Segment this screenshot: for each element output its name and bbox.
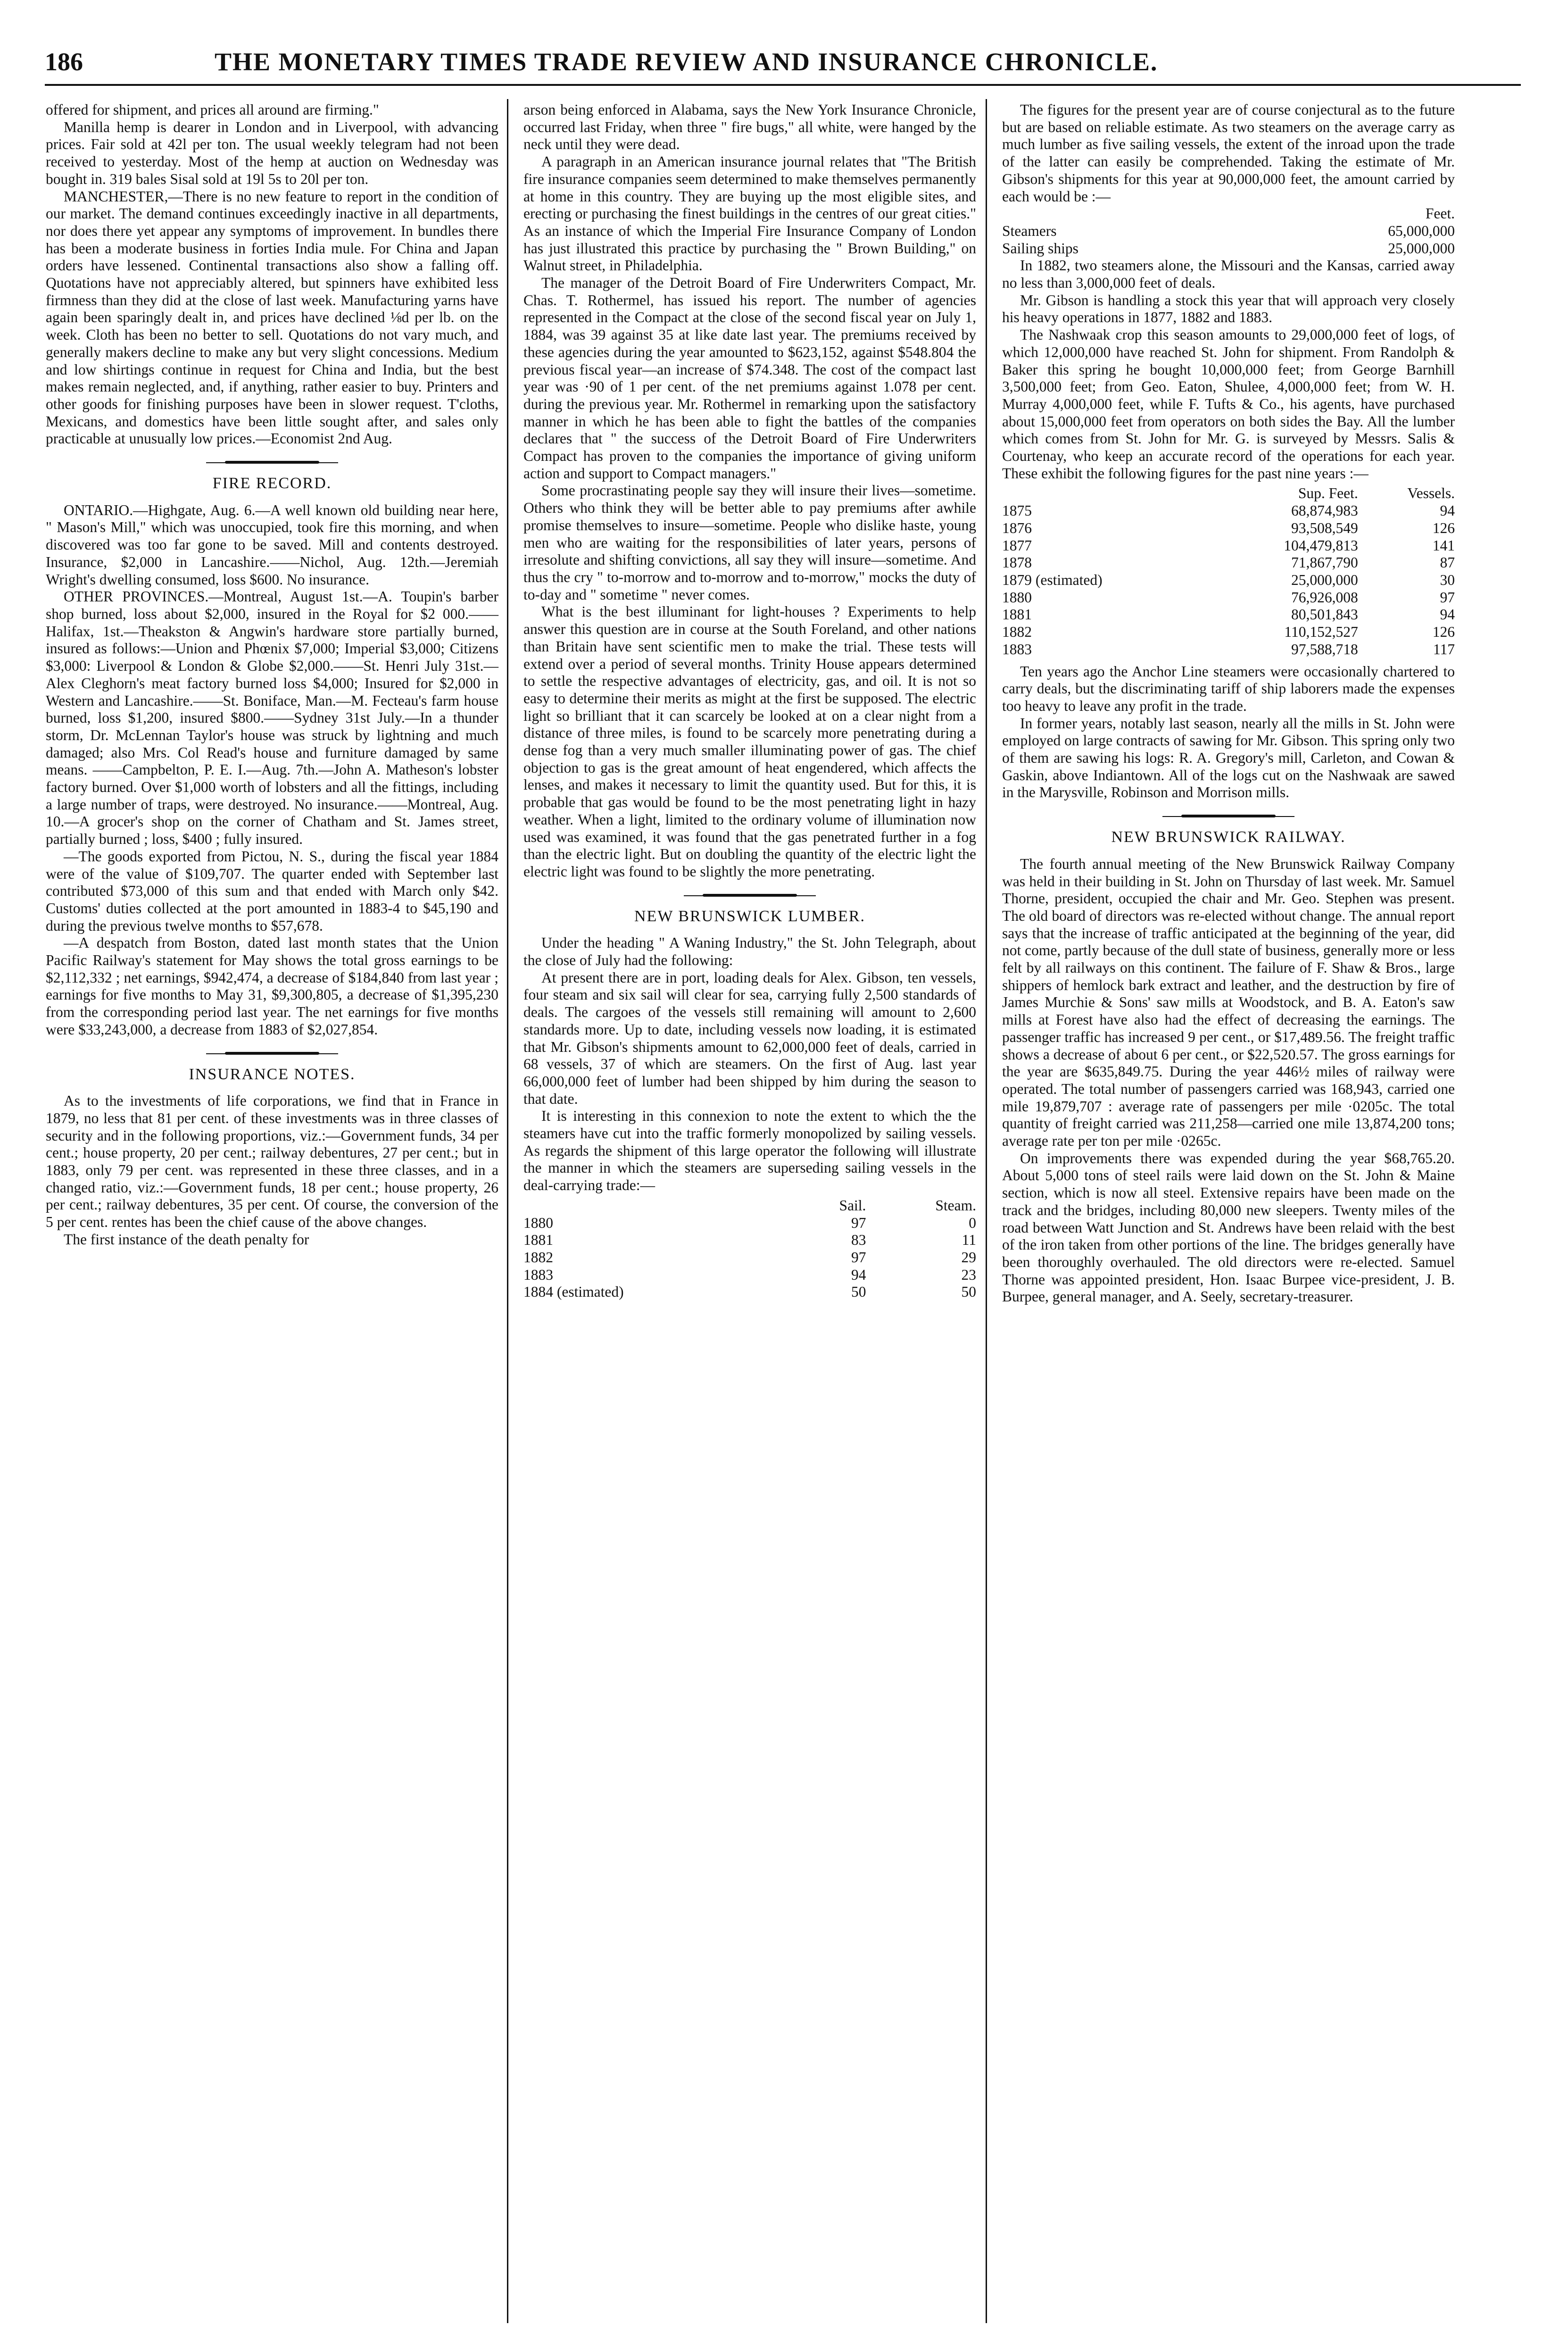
table-cell-steam: 0 — [969, 1214, 976, 1231]
article-paragraph: The manager of the Detroit Board of Fire Underwriters Compact, Mr. Chas. T. Rothermel, has issued his report. The number of agencies represented in the Compact at the close of the second fiscal year on July 1, 1884, was 39 against 35 at like date last year. The premiums received by these agencies during the year amounted to $623,152, against $548.804 the previous fiscal year—an increase of $74.348. The cost of the compact last year was ·90 of 1 per cent. of the net premiums against 1.078 per cent. during the previous year. Mr. Rothermel in remarking upon the satisfactory manner in which he has been able to fight the battles of the companies declares that " the success of the Detroit Board of Fire Underwriters Compact has proven to the companies the importance of giving uniform action and support to Compact managers." — [523, 275, 976, 482]
table-cell-feet: 97,588,718 — [1291, 641, 1358, 658]
list-item — [1002, 240, 1455, 258]
table-header-sup-feet: Sup. Feet. — [1298, 485, 1358, 502]
sail-steam-table — [523, 1197, 976, 1301]
section-divider-ornament — [206, 1051, 338, 1057]
article-paragraph: MANCHESTER,—There is no new feature to report in the condition of our market. The demand continues exceedingly inactive in all departments, nor does there yet appear any symptoms of improvement. In bundles there has been a moderate business in forties India mule. For China and Japan orders have lessened. Continental transactions also show a falling off. Quotations have not appreciably altered, but spinners have exhibited less firmness than they did at the close of last week. Manufacturing yarns have again been sparingly dealt in, and prices have declined ⅛d per lb. on the week. Cloth has been no better to sell. Quotations do not vary much, and generally makers decline to make any but very slight concessions. Medium and low shirtings continue in request for China and India, but the best makes remain neglected, and, if anything, rather easier to buy. Printers and other goods for finishing purposes have been in slower request. T'cloths, Mexicans, and domestics have been little sought after, and sales only practicable at unusually low prices.—Economist 2nd Aug. — [46, 188, 498, 447]
section-divider-ornament — [1162, 814, 1294, 819]
article-paragraph: offered for shipment, and prices all around are firming." — [46, 101, 379, 118]
feet-column-label: Feet. — [1425, 205, 1455, 222]
table-row — [1002, 606, 1455, 624]
table-cell-sail: 83 — [851, 1232, 866, 1249]
table-cell-vessels: 117 — [1433, 641, 1455, 658]
table-cell-year: 1879 (estimated) — [1002, 571, 1103, 588]
table-cell-year: 1884 (estimated) — [523, 1283, 624, 1300]
table-row — [1002, 502, 1455, 520]
table-row — [523, 1232, 976, 1249]
article-paragraph: Under the heading " A Waning Industry," the St. John Telegraph, about the close of July had the following: — [523, 934, 976, 969]
table-cell-steam: 23 — [961, 1266, 976, 1283]
table-row — [1002, 624, 1455, 641]
table-cell-year: 1878 — [1002, 554, 1032, 571]
table-cell-steam: 29 — [961, 1249, 976, 1266]
article-paragraph: Mr. Gibson is handling a stock this year that will approach very closely his heavy operations in 1877, 1882 and 1883. — [1002, 292, 1455, 326]
table-row — [523, 1215, 976, 1232]
table-row — [1002, 554, 1455, 572]
table-row — [1002, 589, 1455, 607]
table-cell-vessels: 126 — [1432, 624, 1455, 641]
article-paragraph: —A despatch from Boston, dated last month states that the Union Pacific Railway's statement for May shows the total gross earnings to be $2,112,332 ; net earnings, $942,474, a decrease of $184,840 from last year ; earnings for five months to May 31, $9,300,805, a decrease of $1,395,230 from the corresponding period last year. The net earnings for five months were $33,243,000, a decrease from 1883 of $2,027,854. — [46, 934, 498, 1038]
table-cell-year: 1880 — [1002, 589, 1032, 606]
table-cell-vessels: 141 — [1432, 537, 1455, 554]
article-paragraph: ONTARIO.—Highgate, Aug. 6.—A well known old building near here, " Mason's Mill," which was unoccupied, took fire this morning, and when discovered was too far gone to be saved. Mill and contents destroyed. Insurance, $2,000 in Lancashire.——Nichol, Aug. 12th.—Jeremiah Wright's dwelling consumed, loss $600. No insurance. — [46, 501, 498, 588]
table-header-year — [523, 1197, 794, 1215]
table-header-year — [1002, 485, 1207, 502]
article-paragraph: Some procrastinating people say they will insure their lives—sometime. Others who think they will be better able to pay premiums after awhile promise themselves to insure—sometime. People who dislike haste, young men who are waiting for the responsibilities of later years, persons of irresolute and shifting convictions, all say they will insure—sometime. And thus the cry " to-morrow and to-morrow and to-morrow," mocks the duty of to-day and " sometime " never comes. — [523, 482, 976, 603]
article-paragraph: On improvements there was expended during the year $68,765.20. About 5,000 tons of steel rails were laid down on the St. John & Maine section, which is now all steel. Extensive repairs have been made on the track and the bridges, including 80,000 new sleepers. Twenty miles of the road between Watt Junction and St. Andrews have been relaid with the best of the iron taken from other portions of the line. The bridges generally have been thoroughly overhauled. The old directors were re-elected. Samuel Thorne was appointed president, Hon. Isaac Burpee vice-president, J. B. Burpee, general manager, and A. Seely, secretary-treasurer. — [1002, 1150, 1455, 1305]
table-cell-vessels: 94 — [1440, 502, 1455, 519]
list-item-value: 25,000,000 — [1388, 240, 1455, 257]
table-cell-year: 1883 — [523, 1266, 553, 1283]
table-cell-feet: 25,000,000 — [1291, 571, 1358, 588]
table-cell-vessels: 94 — [1440, 606, 1455, 623]
table-cell-year: 1880 — [523, 1214, 553, 1231]
table-row — [523, 1267, 976, 1284]
table-cell-year: 1882 — [523, 1249, 553, 1266]
article-paragraph: The fourth annual meeting of the New Brunswick Railway Company was held in their building in St. John on Thursday of last week. Mr. Samuel Thorne, president, occupied the chair and Mr. Geo. Stephen was present. The old board of directors was re-elected without change. The annual report says that the increase of traffic anticipated at the beginning of the year, did not come, partly because of the dull state of business, generally more or less felt by all railways on this continent. The failure of F. Shaw & Bros., large shippers of hemlock bark extract and leather, and the destruction by fire of James Murchie & Sons' saw mills at Woodstock, and B. A. Eaton's saw mills at Forest have also had the effect of decreasing the earnings. The passenger traffic has increased 9 per cent., or $17,489.56. The freight traffic shows a decrease of about 6 per cent., or $22,520.57. The gross earnings for the year are $635,849.75. During the year 446½ miles of railway were operated. The total number of passengers carried was 168,943, carried one mile 19,879,707 : average rate of passengers per mile ·0205c. The total quantity of freight carried was 211,258—carried one mile 13,874,200 tons; average rate per ton per mile ·0265c. — [1002, 855, 1455, 1150]
column-divider-1 — [507, 99, 508, 2323]
article-paragraph: In 1882, two steamers alone, the Missouri and the Kansas, carried away no less than 3,000,000 feet of deals. — [1002, 257, 1455, 292]
section-divider-ornament — [684, 893, 816, 899]
table-cell-year: 1881 — [523, 1232, 553, 1249]
table-row — [523, 1283, 976, 1301]
table-cell-feet: 76,926,008 — [1291, 589, 1358, 606]
article-paragraph: The figures for the present year are of course conjectural as to the future but are based on reliable estimate. As two steamers on the average carry as much lumber as five sailing vessels, the extent of the inroad upon the trade of the latter can easily be comprehended. Taking the estimate of Mr. Gibson's shipments for this year at 90,000,000 feet, the amount carried by each would be :— — [1002, 101, 1455, 205]
list-item-label: Steamers — [1002, 222, 1057, 239]
table-cell-feet: 110,152,527 — [1284, 624, 1358, 641]
article-paragraph: It is interesting in this connexion to note the extent to which the the steamers have cut into the traffic formerly monopolized by sailing vessels. As regards the shipment of this large operator the following will illustrate the manner in which the steamers are superseding sailing vessels in the deal-carrying trade:— — [523, 1108, 976, 1194]
article-paragraph: Manilla hemp is dearer in London and in Liverpool, with advancing prices. Fair sold at 42l per ton. The usual weekly telegram had not been received to yesterday. Most of the hemp at auction on Wednesday was bought in. 319 bales Sisal sold at 19l 5s to 20l per ton. — [46, 118, 498, 187]
table-row — [1002, 520, 1455, 537]
table-row — [1002, 537, 1455, 555]
section-heading-insurance-notes: INSURANCE NOTES. — [189, 1065, 356, 1083]
table-cell-vessels: 30 — [1440, 571, 1455, 588]
column-right — [1002, 101, 1455, 1306]
table-cell-vessels: 87 — [1440, 554, 1455, 571]
table-cell-vessels: 126 — [1432, 519, 1455, 536]
table-cell-feet: 104,479,813 — [1284, 537, 1358, 554]
article-paragraph: In former years, notably last season, nearly all the mills in St. John were employed on large contracts of sawing for Mr. Gibson. This spring only two of them are sawing his logs: R. A. Gregory's mill, Carleton, and Cowan & Gaskin, above Indiantown. All of the logs cut on the Nashwaak are sawed in the Marysville, Robinson and Morrison mills. — [1002, 715, 1455, 801]
header-rule — [45, 84, 1521, 86]
table-cell-year: 1882 — [1002, 624, 1032, 641]
table-cell-year: 1876 — [1002, 519, 1032, 536]
section-heading-nb-lumber: NEW BRUNSWICK LUMBER. — [634, 907, 865, 925]
table-cell-sail: 94 — [851, 1266, 866, 1283]
table-cell-sail: 50 — [851, 1283, 866, 1300]
article-paragraph: —The goods exported from Pictou, N. S., during the fiscal year 1884 were of the value of $109,707. The quarter ended with September last contributed $73,000 of this sum and that ended with March only $42. Customs' duties collected at the port amounted in 1883-4 to $45,190 and during the previous twelve months to $57,678. — [46, 848, 498, 934]
section-divider-ornament — [206, 460, 338, 466]
section-heading-nb-railway: NEW BRUNSWICK RAILWAY. — [1111, 828, 1346, 846]
article-paragraph: The first instance of the death penalty for — [64, 1231, 309, 1248]
table-cell-year: 1877 — [1002, 537, 1032, 554]
list-item-value: 65,000,000 — [1388, 222, 1455, 239]
table-cell-feet: 80,501,843 — [1291, 606, 1358, 623]
article-paragraph: A paragraph in an American insurance journal relates that "The British fire insurance companies seem determined to make themselves permanently at home in this country. They are buying up the most eligible sites, and erecting or purchasing the finest buildings in the centres of our great cities." As an instance of which the Imperial Fire Insurance Company of London has just illustrated this practice by purchasing the " Brown Building," on Walnut street, in Philadelphia. — [523, 153, 976, 274]
table-cell-year: 1875 — [1002, 502, 1032, 519]
lumber-shipments-table — [1002, 485, 1455, 658]
list-item — [1002, 223, 1455, 240]
table-row — [523, 1249, 976, 1267]
table-header-vessels: Vessels. — [1407, 485, 1455, 502]
table-cell-feet: 93,508,549 — [1291, 519, 1358, 536]
section-heading-fire-record: FIRE RECORD. — [212, 475, 332, 492]
page-number: 186 — [45, 48, 83, 76]
column-left — [46, 101, 498, 1249]
column-divider-2 — [986, 99, 987, 2323]
feet-list — [1002, 223, 1455, 257]
table-cell-sail: 97 — [851, 1249, 866, 1266]
table-cell-feet: 68,874,983 — [1291, 502, 1358, 519]
publication-title: THE MONETARY TIMES TRADE REVIEW AND INSURANCE CHRONICLE. — [215, 48, 1158, 76]
article-paragraph: As to the investments of life corporations, we find that in France in 1879, no less that 81 per cent. of these investments was in three classes of security and in the following proportions, viz.:—Government funds, 34 per cent.; house property, 20 per cent.; railway debentures, 27 per cent.; but in 1883, only 79 per cent. was represented in these three classes, and in a changed ratio, viz.:—Government funds, 18 per cent.; house property, 26 per cent.; railway debentures, 35 per cent. Of course, the conversion of the 5 per cent. rentes has been the chief cause of the above changes. — [46, 1092, 498, 1231]
table-cell-sail: 97 — [851, 1214, 866, 1231]
table-cell-year: 1881 — [1002, 606, 1032, 623]
list-item-label: Sailing ships — [1002, 240, 1079, 257]
table-cell-year: 1883 — [1002, 641, 1032, 658]
table-row — [1002, 572, 1455, 589]
table-cell-steam: 11 — [962, 1232, 976, 1249]
table-cell-vessels: 97 — [1440, 589, 1455, 606]
table-header-sail: Sail. — [839, 1197, 866, 1214]
article-paragraph: Ten years ago the Anchor Line steamers were occasionally chartered to carry deals, but the discriminating tariff of ship laborers made the expenses too heavy to leave any profit in the trade. — [1002, 663, 1455, 714]
table-cell-steam: 50 — [961, 1283, 976, 1300]
table-row — [1002, 641, 1455, 658]
article-paragraph: At present there are in port, loading deals for Alex. Gibson, ten vessels, four steam and six sail will clear for sea, carrying fully 2,500 standards of deals. The cargoes of the vessels still remaining will amount to 2,600 standards more. Up to date, including vessels now loading, it is estimated that Mr. Gibson's shipments amount to 62,000,000 feet of deals, carried in 68 vessels, 37 of which are steamers. On the first of Aug. last year 66,000,000 feet of lumber had been shipped by him during the season to that date. — [523, 969, 976, 1107]
page-header — [45, 47, 1521, 90]
article-paragraph: What is the best illuminant for light-houses ? Experiments to help answer this question are in course at the South Foreland, and other nations than Britain have sent scientific men to make the trial. These tests will extend over a period of several months. Trinity House appears determined to settle the respective advantages of electricity, gas, and oil. It is not so easy to determine their merits as might at the first be supposed. The electric light so brilliant that it can scarcely be looked at on a clear night from a distance of three miles, is found to be scarcely more penetrating during a dense fog than a very much smaller illuminating power of gas. The chief objection to gas is the great amount of heat engendered, which affects the lenses, and makes it necessary to limit the quantity used. But for this, it is probable that gas would be found to be the most penetrating light in hazy weather. When a light, limited to the ordinary volume of illumination now used was examined, it was found that the gas penetrated further in a fog than the electric light. But on doubling the quantity of the electric light the electric light was found to be slightly the more penetrating. — [523, 603, 976, 880]
article-paragraph: The Nashwaak crop this season amounts to 29,000,000 feet of logs, of which 12,000,000 have reached St. John for shipment. From Randolph & Baker this spring he bought 10,000,000 feet; from George Barnhill 3,500,000 feet; from Geo. Eaton, Shulee, 4,000,000 feet; from W. H. Murray 4,000,000 feet, while F. Tufts & Co., his agents, have purchased about 15,000,000 feet from operators on both sides the Bay. All the lumber which comes from St. John for Mr. G. is surveyed by Messrs. Salis & Courtenay, who keep an accurate record of the operations for each year. These exhibit the following figures for the past nine years :— — [1002, 326, 1455, 482]
article-paragraph: arson being enforced in Alabama, says the New York Insurance Chronicle, occurred last Friday, when three " fire bugs," all white, were hanged by the neck until they were dead. — [523, 101, 976, 153]
table-cell-feet: 71,867,790 — [1291, 554, 1358, 571]
article-paragraph: OTHER PROVINCES.—Montreal, August 1st.—A. Toupin's barber shop burned, loss about $2,000, insured in the Royal for $2 000.——Halifax, 1st.—Theakston & Angwin's hardware store partially burned, insured as follows:—Union and Phœnix $7,000; Imperial $3,000; Citizens $3,000: Liverpool & London & Globe $2,000.——St. Henri July 31st.— Alex Cleghorn's meat factory burned loss $4,000; Insured for $2,000 in Western and Lancashire.——St. Boniface, Man.—M. Fecteau's farm house burned, loss $1,200, insured $800.——Sydney 31st July.—In a thunder storm, Dr. McLennan Taylor's house was struck by lightning and much damaged; also Mrs. Col Read's house and furniture damaged by same means. ——Campbelton, P. E. I.—Aug. 7th.—John A. Matheson's lobster factory burned. Over $1,000 worth of lobsters and all the fittings, including a large number of traps, were destroyed. No insurance.——Montreal, Aug. 10.—A grocer's shop on the corner of Chatham and St. James street, partially burned ; loss, $400 ; fully insured. — [46, 588, 498, 848]
column-middle — [523, 101, 976, 1306]
table-header-steam: Steam. — [935, 1197, 976, 1214]
